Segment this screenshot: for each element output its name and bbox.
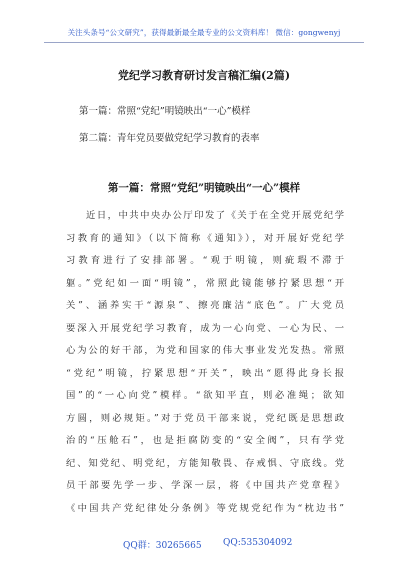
paragraph-line: 要深入开展党纪学习教育，成为一心向党、一心为民、一	[66, 322, 344, 334]
footer-qq-contact: QQ:535304092	[223, 538, 293, 548]
paragraph-line: “党纪”明镜，拧紧思想“开关”，映出“愿得此身长报	[66, 367, 344, 379]
paragraph-line: 《中国共产党纪律处分条例》等党规党纪作为“枕边书”	[66, 502, 344, 514]
paragraph-line: 治的“压舱石”，也是拒腐防变的“安全阀”，只有学党	[66, 435, 344, 446]
toc-item-2: 第二篇：青年党员要做党纪学习教育的表率	[79, 133, 260, 144]
section-title: 第一篇：常照“党纪”明镜映出“一心”模样	[107, 182, 301, 194]
paragraph-line: 关”、涵养实干“源泉”、擦亮廉洁“底色”。广大党员	[66, 300, 344, 311]
paragraph-line: 习教育的通知》（以下简称《通知》），对开展好党纪学	[66, 232, 344, 244]
paragraph-line: 近日，中共中央办公厅印发了《关于在全党开展党纪学	[86, 210, 344, 221]
footer-qq-group: QQ群：30265665	[123, 541, 202, 551]
paragraph-line: 国”的“一心向党”模样。“欲知平直，则必准绳；欲知	[66, 390, 344, 401]
paragraph-line: 纪、知党纪、明党纪，方能知敬畏、存戒惧、守底线。党	[66, 457, 344, 469]
paragraph-line: 方圆，则必规矩。”对于党员干部来说，党纪既是思想政	[66, 412, 344, 424]
body-paragraph	[66, 205, 344, 520]
paragraph-line: 心为公的好干部，为党和国家的伟大事业发光发热。常照	[66, 345, 344, 356]
paragraph-line: 员干部要先学一步、学深一层，将《中国共产党章程》	[66, 480, 344, 491]
paragraph-line: 习教育进行了安排部署。“观于明镜，则疵瑕不滞于	[66, 255, 344, 266]
header-divider	[44, 42, 364, 43]
paragraph-line: 躯。”党纪如一面“明镜”，常照此镜能够拧紧思想“开	[66, 277, 344, 289]
toc-item-1: 第一篇：常照“党纪”明镜映出“一心”模样	[79, 106, 251, 117]
page-header-notice: 关注头条号“公文研究”，获得最新最全最专业的公文资料库！ 微信：gongwenyj	[67, 28, 341, 37]
document-title: 党纪学习教育研讨发言稿汇编(2篇)	[117, 69, 291, 82]
